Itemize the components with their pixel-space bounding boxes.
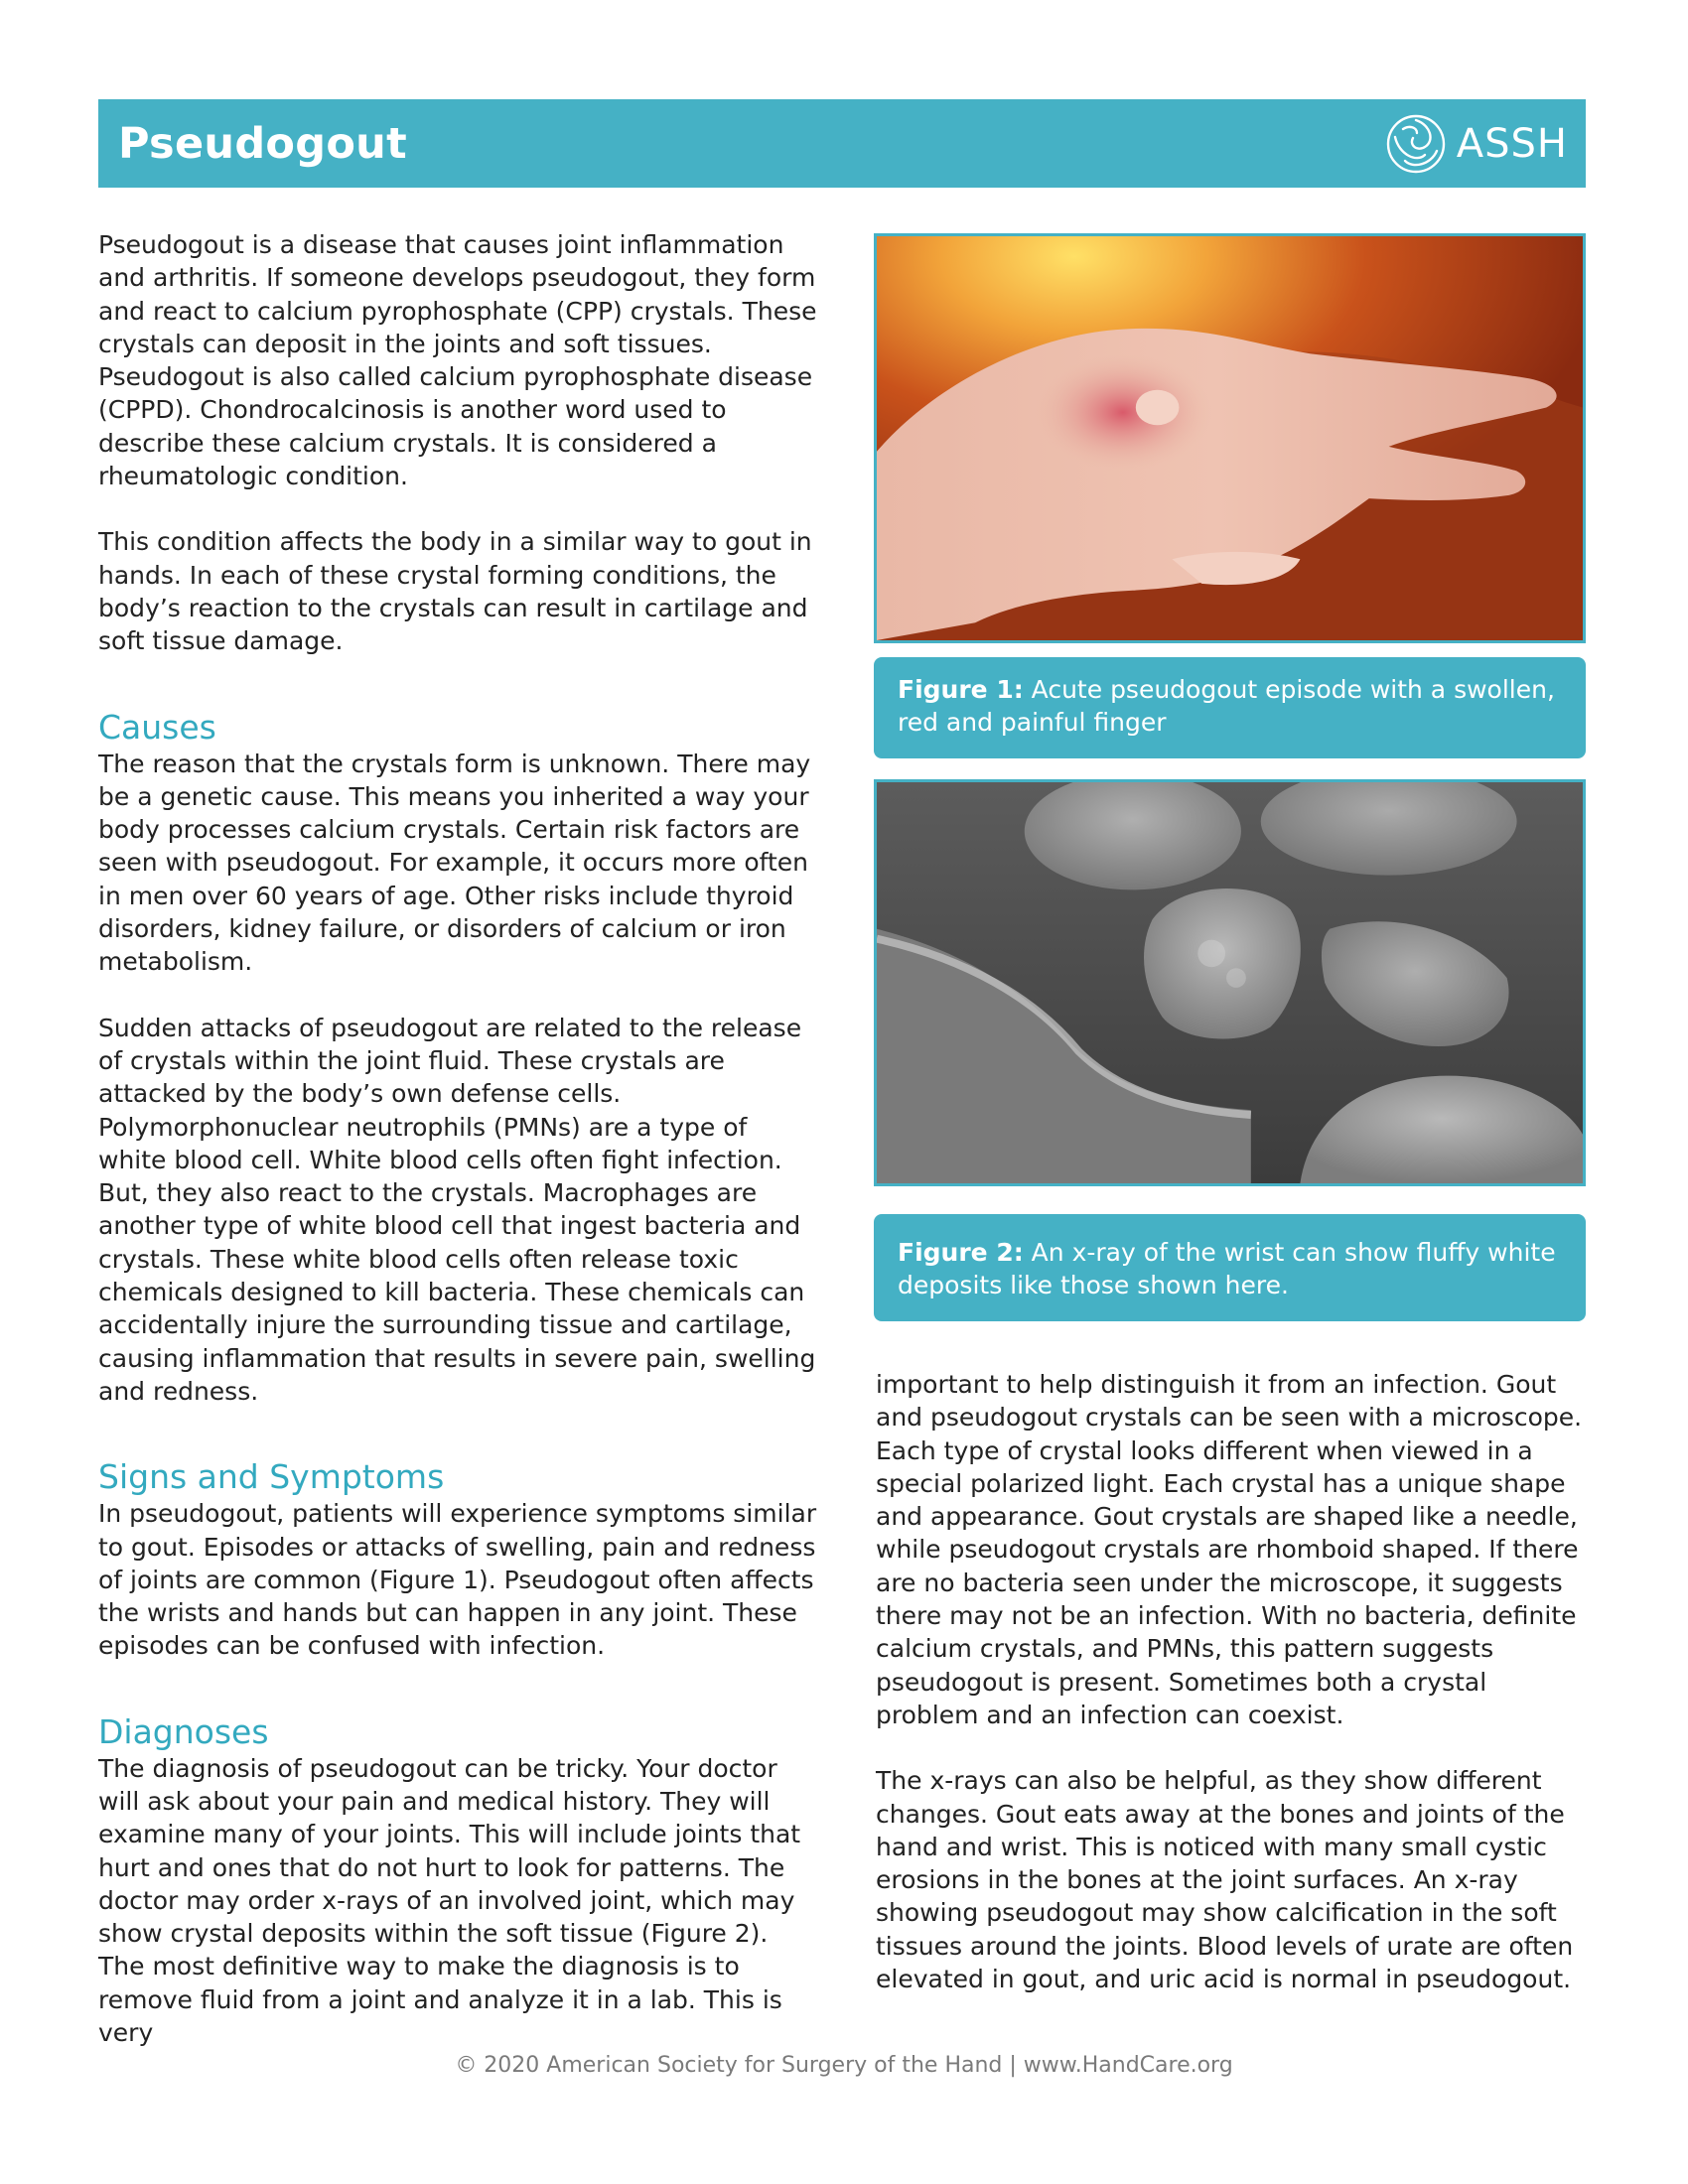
page-footer: © 2020 American Society for Surgery of the Hand | www.HandCare.org xyxy=(455,2053,1233,2078)
right-column xyxy=(876,1368,1591,1995)
figure-2-text: An x-ray of the wrist can show fluffy white deposits like those shown here. xyxy=(898,1238,1556,1299)
figure-2-xray xyxy=(874,779,1586,1186)
header-banner xyxy=(98,99,1586,188)
figure-1-text: Acute pseudogout episode with a swollen, red and painful finger xyxy=(898,675,1555,737)
right-paragraph-2: The x-rays can also be helpful, as they show different changes. Gout eats away at the bones and joints of the hand and wrist. This is noticed with many small cystic erosions in the bones at the joint surfaces. An x-ray showing pseudogout may show calcification in the soft tissues around the joints. Blood levels of urate are often elevated in gout, and uric acid is normal in pseudogout. xyxy=(876,1766,1574,1994)
intro-paragraph-2: This condition affects the body in a similar way to gout in hands. In each of these crystal forming conditions, the body’s reaction to the crystals can result in cartilage and soft tissue damage. xyxy=(98,527,812,656)
page-title: Pseudogout xyxy=(118,119,407,169)
logo-text: ASSH xyxy=(1456,121,1568,167)
assh-logo xyxy=(1383,109,1568,179)
causes-paragraph-2: Sudden attacks of pseudogout are related to the release of crystals within the joint fluid. These crystals are attacked by the body’s own defense cells. Polymorphonuclear neutrophils (PMNs) are a type of white blood cell. White blood cells often fight infection. But, they also react to the crystals. Macrophages are another type of white blood cell that ingest bacteria and crystals. These white blood cells often release toxic chemicals designed to kill bacteria. These chemicals can accidentally injure the surrounding tissue and cartilage, causing inflammation that results in severe pain, swelling and redness. xyxy=(98,1013,816,1406)
figure-1-photo xyxy=(874,233,1586,643)
signs-heading: Signs and Symptoms xyxy=(98,1457,445,1497)
causes-paragraph-1: The reason that the crystals form is unknown. There may be a genetic cause. This means you inherited a way your body processes calcium crystals. Certain risk factors are seen with pseudogout. For example, it occurs more often in men over 60 years of age. Other risks include thyroid disorders, kidney failure, or disorders of calcium or iron metabolism. xyxy=(98,749,811,977)
swollen-hand-photo xyxy=(877,236,1583,640)
diagnoses-paragraph: The diagnosis of pseudogout can be tricky. Your doctor will ask about your pain and medical history. They will examine many of your joints. This will include joints that hurt and ones that do not hurt to look for patterns. The doctor may order x-rays of an involved joint, which may show crystal deposits within the soft tissue (Figure 2). The most definitive way to make the diagnosis is to remove fluid from a joint and analyze it in a lab. This is very xyxy=(98,1753,801,2048)
intro-paragraph-1: Pseudogout is a disease that causes joint inflammation and arthritis. If someone develops pseudogout, they form and react to calcium pyrophosphate (CPP) crystals. These crystals can deposit in the joints and soft tissues. Pseudogout is also called calcium pyrophosphate disease (CPPD). Chondrocalcinosis is another word used to describe these calcium crystals. It is considered a rheumatologic condition. xyxy=(98,230,817,491)
signs-paragraph: In pseudogout, patients will experience symptoms similar to gout. Episodes or attacks of swelling, pain and redness of joints are common (Figure 1). Pseudogout often affects the wrists and hands but can happen in any joint. These episodes can be confused with infection. xyxy=(98,1499,817,1661)
figure-2-label: Figure 2: xyxy=(898,1238,1024,1267)
right-paragraph-1: important to help distinguish it from an infection. Gout and pseudogout crystals can be seen with a microscope. Each type of crystal looks different when viewed in a special polarized light. Each crystal has a unique shape and appearance. Gout crystals are shaped like a needle, while pseudogout crystals are rhomboid shaped. If there are no bacteria seen under the microscope, it suggests there may not be an infection. With no bacteria, definite calcium crystals, and PMNs, this pattern suggests pseudogout is present. Sometimes both a crystal problem and an infection can coexist. xyxy=(876,1370,1583,1729)
causes-heading: Causes xyxy=(98,707,216,747)
swirl-logo-icon xyxy=(1383,111,1449,177)
wrist-xray-image xyxy=(877,782,1583,1183)
figure-1-label: Figure 1: xyxy=(898,675,1024,704)
figure-2-caption xyxy=(874,1214,1586,1321)
left-column xyxy=(98,228,818,2049)
diagnoses-heading: Diagnoses xyxy=(98,1711,269,1751)
figure-1-caption xyxy=(874,657,1586,758)
